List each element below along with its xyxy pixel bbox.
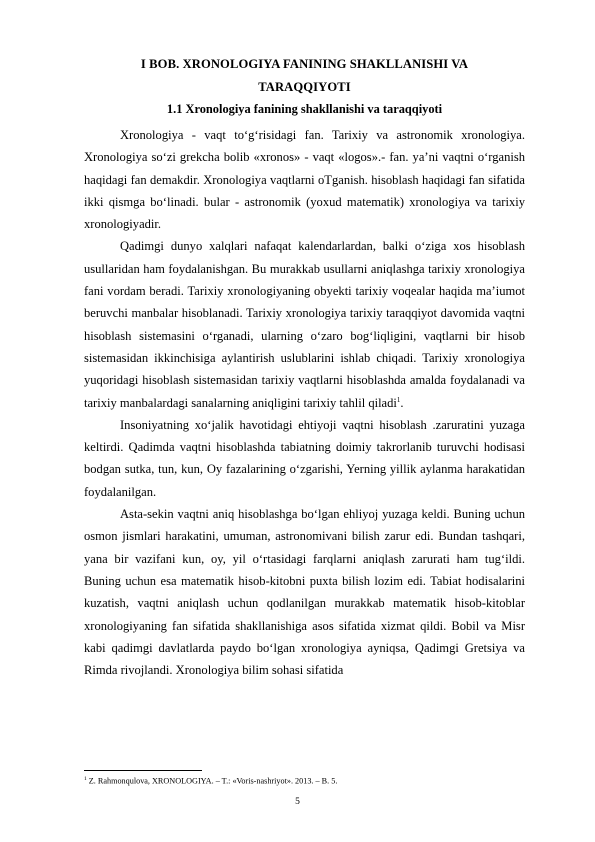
- paragraph-1: Xronologiya - vaqt to‘g‘risidagi fan. Tarixiy va astronomik xronologiya. Xronologiya so‘zi grekcha bolib «xronos» - vaqt «logos».- fan. ya’ni vaqtni o‘rganish haqidagi fan demakdir. Xronologiya vaqtlarni oTganish. hisoblash haqidagi fan sifatida ikki qismga bo‘linadi. bular - astronomik (yoxud matematik) xronologiya va tarixiy xronologiyadir.: [84, 128, 525, 232]
- paragraph-2-end: .: [400, 395, 404, 410]
- footnote: [84, 774, 544, 787]
- paragraph-2: [84, 235, 525, 413]
- footnote-reference[interactable]: 1: [396, 395, 401, 404]
- chapter-title-line-2: TARAQQIYOTI: [258, 80, 351, 94]
- footnote-text: Z. Rahmonqulova, XRONOLOGIYA. – T.: «Voris-nashriyot». 2013. – B. 5.: [86, 776, 338, 786]
- paragraph-2-text: Qadimgi dunyo xalqlari nafaqat kalendarlardan, balki o‘ziga xos hisoblash usullaridan ham foydalanishgan. Bu murakkab usullarni aniqlashga tarixiy xronologiya fani vordam beradi. Tarixiy xronologiyaning obyekti tarixiy voqealar haqida ma’iumot beruvchi manbalar hisoblanadi. Tarixiy xronologiya tarixiy taraqqiyot davomida vaqtni hisoblash sistemasini o‘rganadi, ularning o‘zaro bog‘liqligini, vaqtlarni bir hisob sistemasidan ikkinchisiga aylantirish uslublarini ishlab chiqadi. Tarixiy xronologiya yuqoridagi hisoblash sistemasidan tarixiy vaqtlarni hisoblashda amalda foydalanadi va tarixiy manbalardagi sanalarning aniqligini tarixiy tahlil qiladi: [84, 239, 525, 410]
- page-number: 5: [295, 797, 300, 807]
- paragraph-3: Insoniyatning xo‘jalik havotidagi ehtiyoji vaqtni hisoblash .zaruratini yuzaga keltirdi. Qadimda vaqtni hisoblashda tabiatning doimiy takrorlanib turuvchi hodisasi bodgan sutka, tun, kun, Oy fazalarining o‘zgarishi, Yerning yillik aylanma harakatidan foydalanilgan.: [84, 417, 525, 499]
- paragraph-4: Asta-sekin vaqtni aniq hisoblashga bo‘lgan ehliyoj yuzaga keldi. Buning uchun osmon jismlari harakatini, umuman, astronomivani bilish zarur edi. Bundan tashqari, yana bir vazifani kun, oy, yil o‘rtasidagi farqlarni aniqlash zarurati ham tug‘ildi. Buning uchun esa matematik hisob-kitobni puxta bilish lozim edi. Tabiat hodisalarini kuzatish, vaqtni aniqlash uchun qodlanilgan murakkab matematik hisob-kitoblar xronologiyaning fan sifatida shakllanishiga asos sifatida xizmat qildi. Bobil va Misr kabi qadimgi davlatlarda paydo bo‘lgan xronologiya ayniqsa, Qadimgi Gretsiya va Rimda rivojlandi. Xronologiya bilim sohasi sifatida: [84, 507, 525, 678]
- section-title: 1.1 Xronologiya fanining shakllanishi va taraqqiyoti: [166, 102, 443, 116]
- footnote-separator: [84, 770, 202, 771]
- chapter-title-line-1: I BOB. XRONOLOGIYA FANINING SHAKLLANISHI VA: [140, 57, 469, 71]
- body-text: [84, 124, 525, 681]
- footnote-mark: 1: [84, 776, 87, 782]
